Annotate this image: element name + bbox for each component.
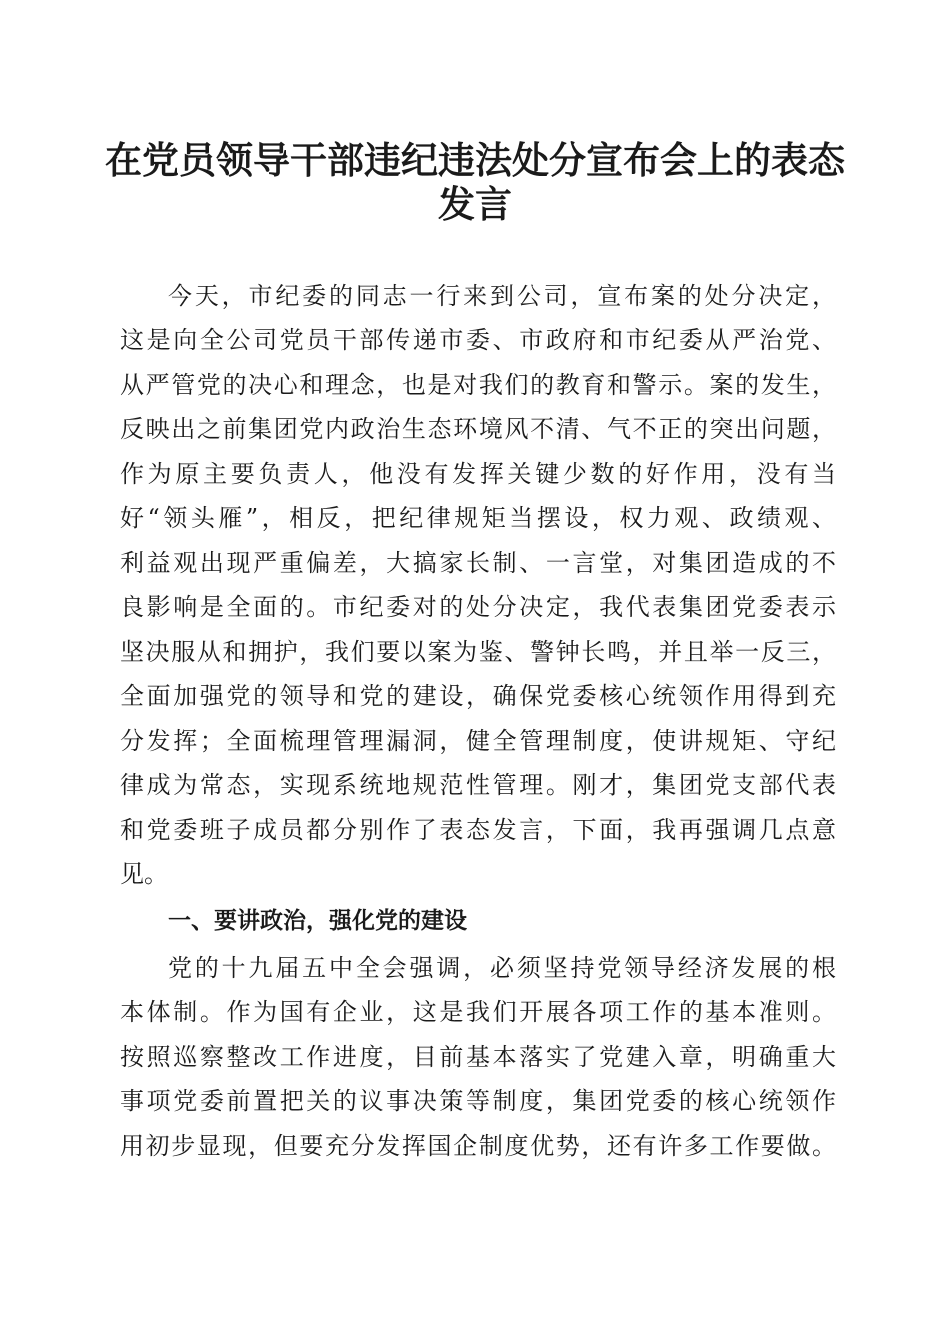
paragraph-1-line: 好“领头雁”，相反，把纪律规矩当摆设，权力观、政绩观、: [120, 504, 836, 532]
paragraph-1-line: 和党委班子成员都分别作了表态发言，下面，我再强调几点意: [120, 816, 836, 844]
paragraph-1-line: 律成为常态，实现系统地规范性管理。刚才，集团党支部代表: [120, 771, 836, 799]
paragraph-2-line: 按照巡察整改工作进度，目前基本落实了党建入章，明确重大: [120, 1043, 836, 1071]
paragraph-1-line: 利益观出现严重偏差，大搞家长制、一言堂，对集团造成的不: [120, 549, 836, 577]
section-1-heading: 一、要讲政治，强化党的建设: [168, 908, 467, 934]
paragraph-1-line: 今天，市纪委的同志一行来到公司，宣布案的处分决定，: [168, 282, 836, 310]
paragraph-2-line: 事项党委前置把关的议事决策等制度，集团党委的核心统领作: [120, 1087, 836, 1115]
document-title-line-1: 在党员领导干部违纪违法处分宣布会上的表态: [105, 138, 845, 182]
paragraph-2-line: 本体制。作为国有企业，这是我们开展各项工作的基本准则。: [120, 998, 836, 1026]
paragraph-1-line: 坚决服从和拥护，我们要以案为鉴、警钟长鸣，并且举一反三，: [120, 638, 836, 666]
paragraph-2-line: 党的十九届五中全会强调，必须坚持党领导经济发展的根: [168, 954, 836, 982]
paragraph-1-line: 分发挥；全面梳理管理漏洞，健全管理制度，使讲规矩、守纪: [120, 727, 836, 755]
paragraph-1-line: 作为原主要负责人，他没有发挥关键少数的好作用，没有当: [120, 460, 836, 488]
paragraph-1-line: 良影响是全面的。市纪委对的处分决定，我代表集团党委表示: [120, 593, 836, 621]
paragraph-1-line: 这是向全公司党员干部传递市委、市政府和市纪委从严治党、: [120, 326, 836, 354]
paragraph-1-line: 反映出之前集团党内政治生态环境风不清、气不正的突出问题，: [120, 415, 836, 443]
paragraph-1-line: 从严管党的决心和理念，也是对我们的教育和警示。案的发生，: [120, 371, 836, 399]
paragraph-2-line: 用初步显现，但要充分发挥国企制度优势，还有许多工作要做。: [120, 1132, 836, 1160]
paragraph-1-line: 全面加强党的领导和党的建设，确保党委核心统领作用得到充: [120, 682, 836, 710]
paragraph-1-line: 见。: [120, 860, 168, 888]
document-title-line-2: 发言: [438, 182, 512, 226]
